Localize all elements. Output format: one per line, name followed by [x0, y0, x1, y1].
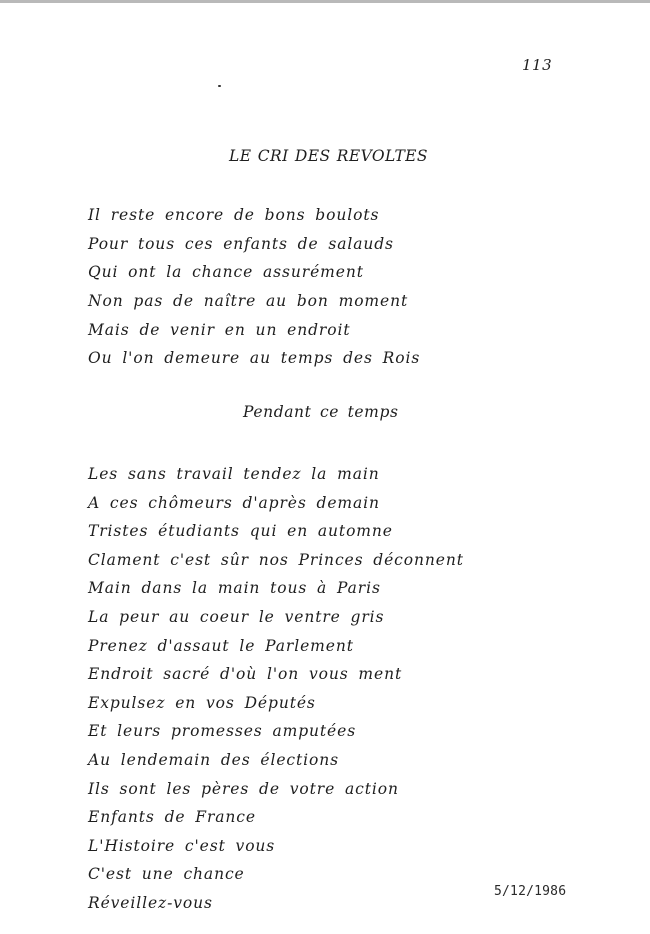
verse-line: Ils sont les pères de votre action — [88, 779, 399, 798]
poem-title: LE CRI DES REVOLTES — [229, 147, 428, 165]
verse-line: Il reste encore de bons boulots — [88, 206, 380, 224]
verse-line: A ces chômeurs d'après demain — [88, 493, 380, 512]
verse-line: Les sans travail tendez la main — [88, 465, 380, 483]
verse-line: Tristes étudiants qui en automne — [88, 522, 393, 541]
verse-line: Ou l'on demeure au temps des Rois — [88, 349, 421, 368]
verse-line: Clament c'est sûr nos Princes déconnent — [88, 550, 464, 569]
stanza-2 — [88, 460, 464, 918]
page-number: 113 — [522, 56, 553, 74]
verse-line: Réveillez-vous — [88, 893, 213, 912]
verse-line: Expulsez en vos Députés — [88, 693, 316, 712]
verse-line: Main dans la main tous à Paris — [88, 579, 381, 598]
verse-line: C'est une chance — [88, 865, 245, 884]
verse-line: Pour tous ces enfants de salauds — [88, 234, 394, 253]
stanza-1 — [88, 201, 420, 373]
verse-line: Endroit sacré d'où l'on vous ment — [88, 665, 403, 684]
verse-line: Et leurs promesses amputées — [88, 722, 357, 741]
verse-line: Mais de venir en un endroit — [88, 320, 351, 339]
ink-speck — [218, 85, 221, 87]
verse-line: Au lendemain des élections — [88, 750, 339, 769]
verse-line: L'Histoire c'est vous — [88, 836, 276, 855]
poem-date: 5/12/1986 — [494, 884, 567, 899]
verse-line: La peur au coeur le ventre gris — [88, 607, 385, 626]
verse-line: Qui ont la chance assurément — [88, 263, 364, 282]
verse-line: Enfants de France — [88, 808, 256, 827]
page-top-edge — [0, 0, 650, 3]
verse-line: Non pas de naître au bon moment — [88, 292, 409, 311]
verse-line: Prenez d'assaut le Parlement — [88, 636, 354, 655]
refrain-line: Pendant ce temps — [243, 403, 399, 421]
